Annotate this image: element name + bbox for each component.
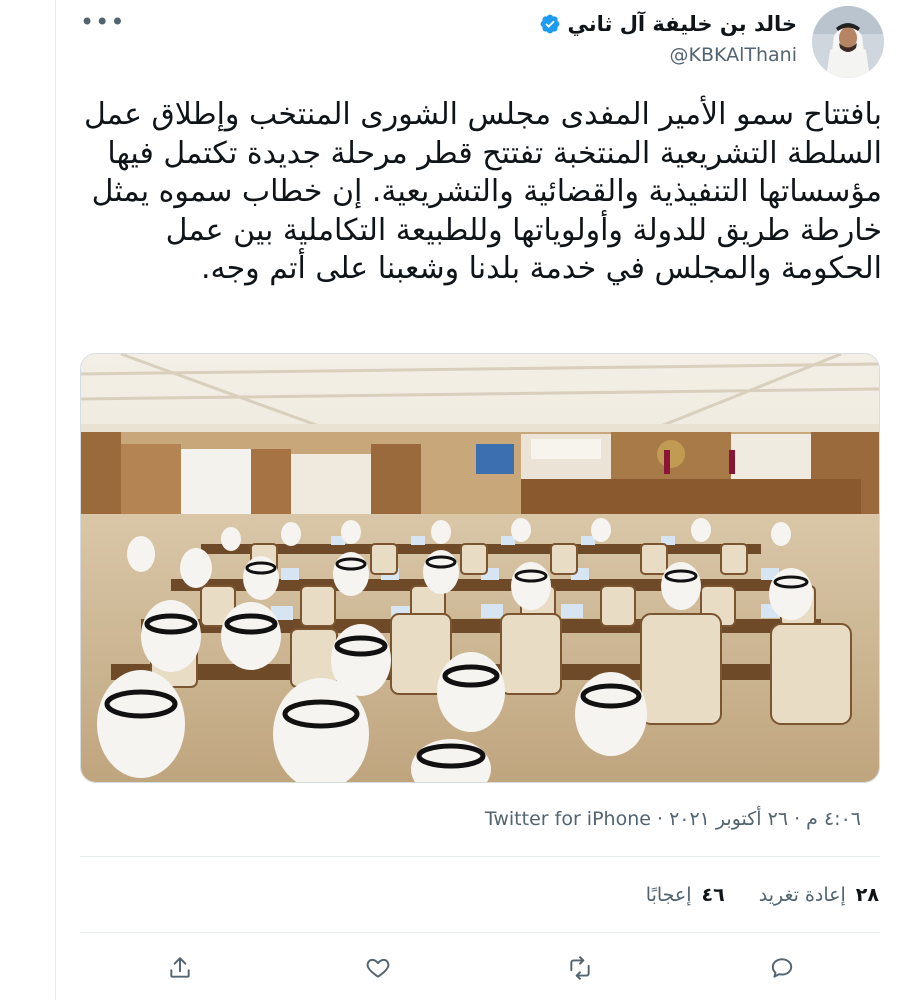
tweet-timestamp[interactable]: ٤:٠٦ م · ٢٦ أكتوبر ٢٠٢١ · Twitter for iPhone xyxy=(484,808,861,830)
verified-badge-icon xyxy=(539,13,561,35)
likes-count: ٤٦ xyxy=(701,884,725,906)
council-chamber-image xyxy=(81,354,880,783)
retweets-stat[interactable] xyxy=(759,884,879,906)
divider xyxy=(80,856,880,857)
share-icon[interactable] xyxy=(164,952,196,984)
display-name[interactable]: خالد بن خليفة آل ثاني xyxy=(567,12,797,36)
action-bar xyxy=(80,948,880,988)
likes-stat[interactable] xyxy=(646,884,725,906)
reply-icon[interactable] xyxy=(766,952,798,984)
divider xyxy=(80,932,880,933)
retweets-count: ٢٨ xyxy=(855,884,879,906)
likes-label: إعجابًا xyxy=(645,884,692,906)
tweet-photo[interactable] xyxy=(80,353,880,783)
tweet-text: بافتتاح سمو الأمير المفدى مجلس الشورى المنتخب وإطلاق عمل السلطة التشريعية المنتخبة تفتتح قطر مرحلة جديدة تكتمل فيها مؤسساتها التنفيذية والقضائية والتشريعية. إن خطاب سموه يمثل خارطة طريق للدولة وأولوياتها وللطبيعة التكاملية بين عمل الحكومة والمجلس في خدمة بلدنا وشعبنا على أتم وجه. xyxy=(74,97,882,286)
ellipsis-icon[interactable]: ••• xyxy=(80,8,126,36)
column-border xyxy=(55,0,56,1000)
display-name-row[interactable] xyxy=(539,12,797,36)
user-handle[interactable]: @KBKAlThani xyxy=(669,44,797,66)
avatar-image xyxy=(812,6,884,78)
retweets-label: إعادة تغريد xyxy=(758,884,846,906)
retweet-icon[interactable] xyxy=(564,952,596,984)
heart-icon[interactable] xyxy=(362,952,394,984)
engagement-stats xyxy=(646,884,879,906)
avatar[interactable] xyxy=(812,6,884,78)
